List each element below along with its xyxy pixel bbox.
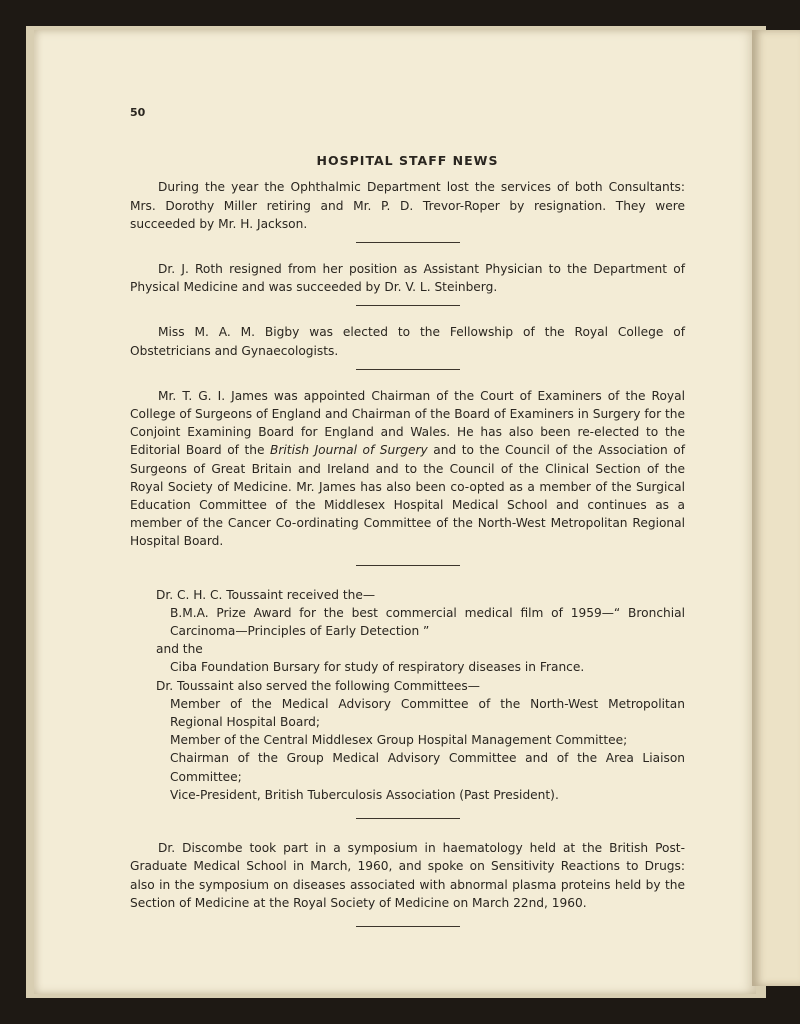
section-heading: HOSPITAL STAFF NEWS [316,153,499,169]
toussaint-award: B.M.A. Prize Award for the best commercial medical film of 1959—“ Bronchial Carcinoma—Principles of Early Detection ” [170,605,685,639]
toussaint-bursary: Ciba Foundation Bursary for study of respiratory diseases in France. [170,660,585,675]
paragraph-bigby: Miss M. A. M. Bigby was elected to the Fellowship of the Royal College of Obstetricians and Gynaecologists. [130,325,685,358]
committee-item: Vice-President, British Tuberculosis Association (Past President). [170,787,559,802]
divider-rule [356,926,460,927]
divider-rule [356,369,460,370]
divider-rule [356,565,460,566]
paragraph-discombe: Dr. Discombe took part in a symposium in haematology held at the British Post-Graduate Medical School in March, 1960, and spoke on Sensitivity Reactions to Drugs: also in the symposium on diseases associated with abnormal plasma proteins held by the Section of Medicine at the Royal Society of Medicine on March 22nd, 1960. [130,841,685,910]
james-text-b: and to the Council of the Association of Surgeons of Great Britain and Ireland and to the Council of the Clinical Section of the Royal Society of Medicine. Mr. James has also been co-opted as a member of the Surgical Education Committee of the Middlesex Hospital Medical School and continues as a member of the Cancer Co-ordinating Committee of the North-West Metropolitan Regional Hospital Board. [130,443,685,549]
journal-title: British Journal of Surgery [270,443,428,458]
james-text-a: Mr. T. G. I. James was appointed Chairman of the Court of Examiners of the Royal College of Surgeons of England and Chairman of the Board of Examiners in Surgery for the Conjoint Examining Board for England and Wales. He has also been re-elected to the Editorial Board of the [130,388,685,458]
divider-rule [356,305,460,306]
facing-page-edge [752,30,800,986]
committee-item: Member of the Central Middlesex Group Hospital Management Committee; [170,733,628,748]
toussaint-intro: Dr. C. H. C. Toussaint received the— [156,587,376,602]
divider-rule [356,242,460,243]
paragraph-ophthalmic: During the year the Ophthalmic Department lost the services of both Consultants: Mrs. Dorothy Miller retiring and Mr. P. D. Trevor-Roper by resignation. They were succeeded by Mr. H. Jackson. [130,180,685,231]
committee-item: Member of the Medical Advisory Committee of the North-West Metropolitan Regional Hospital Board; [170,696,685,730]
page-content [130,104,685,944]
page-number: 50 [130,106,146,119]
divider-rule [356,818,460,819]
toussaint-also: Dr. Toussaint also served the following Committees— [156,678,480,693]
paragraph-james [130,387,685,551]
committee-item: Chairman of the Group Medical Advisory Committee and of the Area Liaison Committee; [170,751,685,784]
toussaint-block [130,586,685,804]
paragraph-roth: Dr. J. Roth resigned from her position as Assistant Physician to the Department of Physical Medicine and was succeeded by Dr. V. L. Steinberg. [130,262,685,295]
toussaint-and-the: and the [156,642,203,657]
